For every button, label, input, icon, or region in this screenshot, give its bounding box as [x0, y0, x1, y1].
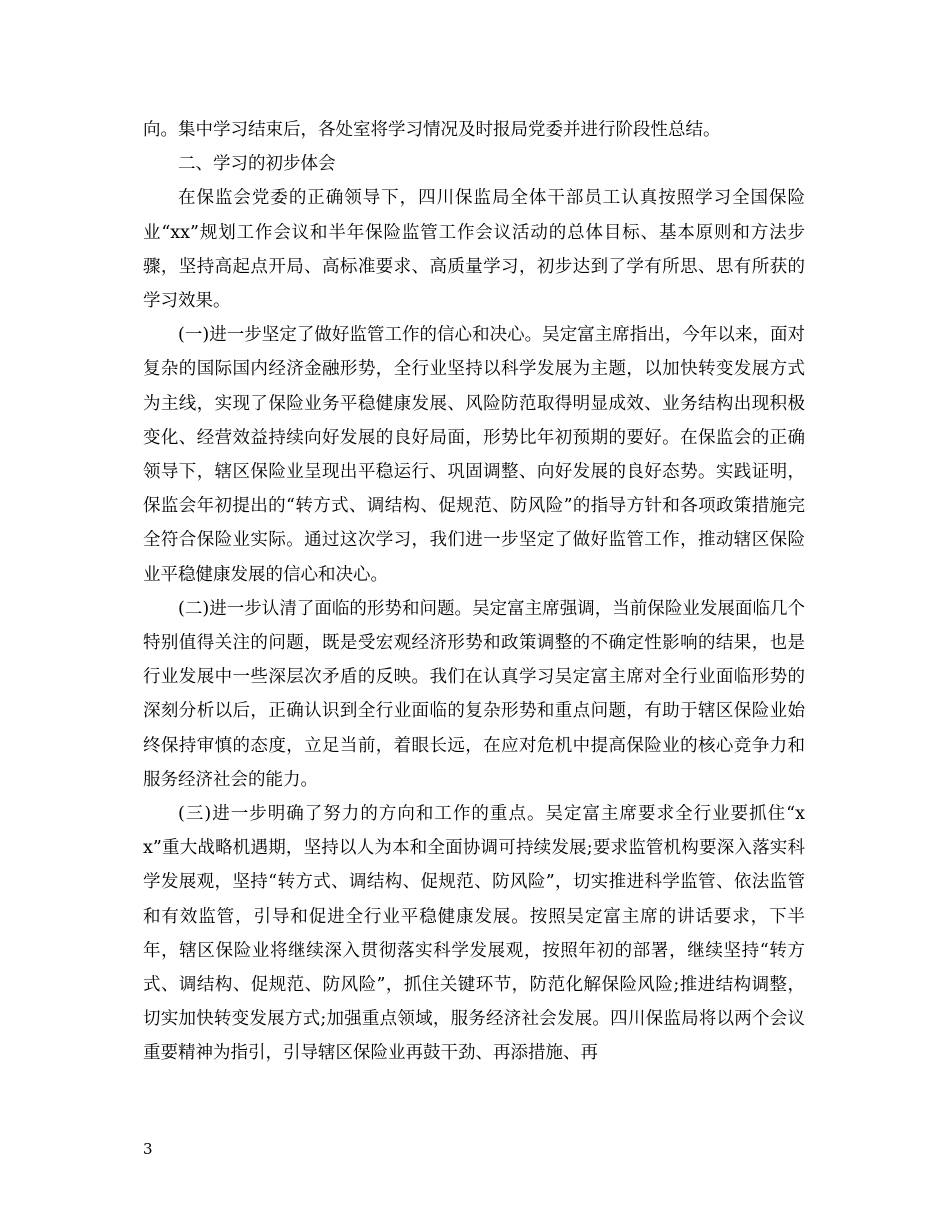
page-number: 3 [143, 1140, 153, 1158]
paragraph-point-3: (三)进一步明确了努力的方向和工作的重点。吴定富主席要求全行业要抓住“xx”重大战略机遇期，坚持以人为本和全面协调可持续发展;要求监管机构要深入落实科学发展观，坚持“转方式、调结构、促规范、防风险”，切实推进科学监管、依法监管和有效监管，引导和促进全行业平稳健康发展。按照吴定富主席的讲话要求，下半年，辖区保险业将继续深入贯彻落实科学发展观，按照年初的部署，继续坚持“转方式、调结构、促规范、防风险”，抓住关键环节，防范化解保险风险;推进结构调整，切实加快转变发展方式;加强重点领域，服务经济社会发展。四川保监局将以两个会议重要精神为指引，引导辖区保险业再鼓干劲、再添措施、再 [143, 804, 805, 1064]
section-heading: 二、学习的初步体会 [178, 154, 336, 175]
paragraph-point-2: (二)进一步认清了面临的形势和问题。吴定富主席强调，当前保险业发展面临几个特别值得关注的问题，既是受宏观经济形势和政策调整的不确定性影响的结果，也是行业发展中一些深层次矛盾的反映。我们在认真学习吴定富主席对全行业面临形势的深刻分析以后，正确认识到全行业面临的复杂形势和重点问题，有助于辖区保险业始终保持审慎的态度，立足当前，着眼长远，在应对危机中提高保险业的核心竞争力和服务经济社会的能力。 [143, 598, 805, 790]
document-body [143, 113, 805, 1071]
paragraph-point-1: (一)进一步坚定了做好监管工作的信心和决心。吴定富主席指出，今年以来，面对复杂的国际国内经济金融形势，全行业坚持以科学发展为主题，以加快转变发展方式为主线，实现了保险业务平稳健康发展、风险防范取得明显成效、业务结构出现积极变化、经营效益持续向好发展的良好局面，形势比年初预期的要好。在保监会的正确领导下，辖区保险业呈现出平稳运行、巩固调整、向好发展的良好态势。实践证明，保监会年初提出的“转方式、调结构、促规范、防风险”的指导方针和各项政策措施完全符合保险业实际。通过这次学习，我们进一步坚定了做好监管工作，推动辖区保险业平稳健康发展的信心和决心。 [143, 325, 805, 585]
paragraph-intro: 在保监会党委的正确领导下，四川保监局全体干部员工认真按照学习全国保险业“xx”规划工作会议和半年保险监管工作会议活动的总体目标、基本原则和方法步骤，坚持高起点开局、高标准要求、高质量学习，初步达到了学有所思、思有所获的学习效果。 [143, 188, 805, 312]
paragraph-1: 向。集中学习结束后，各处室将学习情况及时报局党委并进行阶段性总结。 [143, 120, 721, 140]
